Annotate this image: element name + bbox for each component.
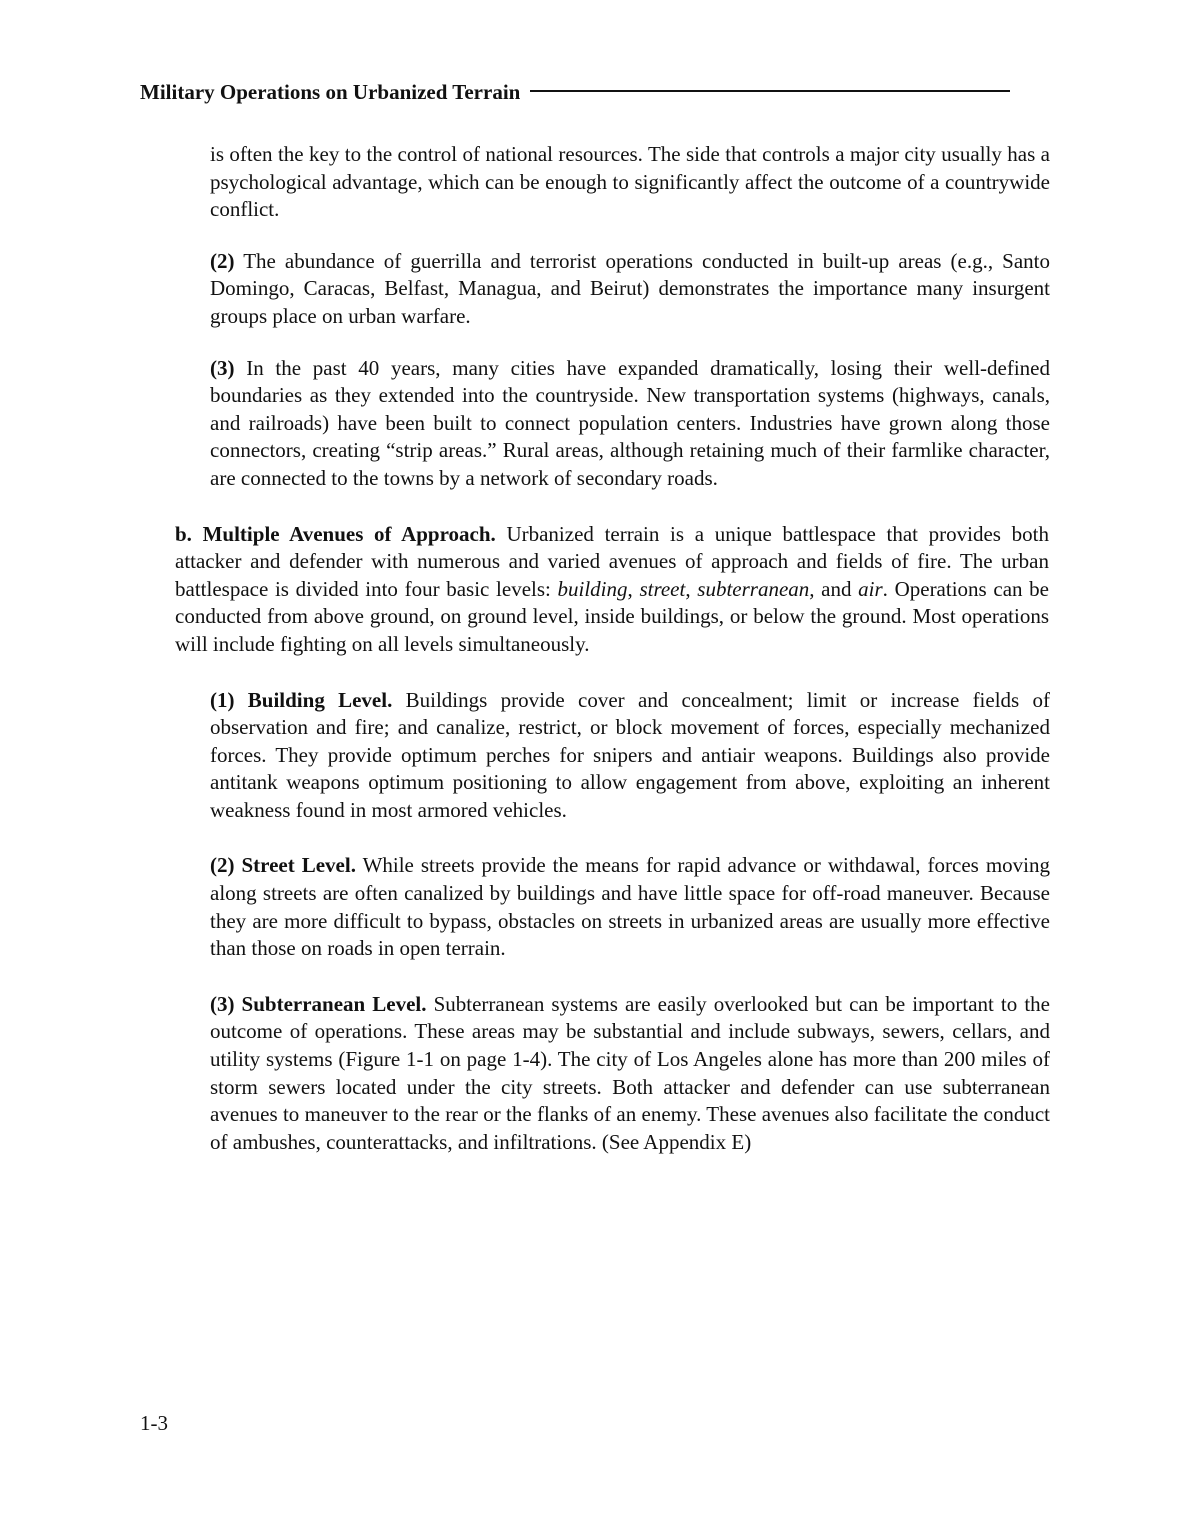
paragraph-street-level bbox=[210, 852, 1050, 962]
running-header bbox=[140, 78, 1010, 106]
paragraph-building-level bbox=[210, 687, 1050, 825]
paragraph-label: (2) bbox=[210, 248, 235, 273]
paragraph-heading: (3) Subterranean Level. bbox=[210, 991, 427, 1016]
level-air: air bbox=[858, 576, 883, 601]
document-title: Military Operations on Urbanized Terrain bbox=[140, 80, 521, 104]
paragraph-heading: (1) Building Level. bbox=[210, 687, 393, 712]
paragraph-text: Buildings provide cover and concealment; limit or increase fields of observation and fire; and canalize, restrict, or block movement of forces, especially mechanized forces. They provide optimum perches for snipers and antiair weapons. Buildings also provide antitank weapons optimum positioning to allow engagement from above, exploiting an inherent weakness found in most armored vehicles. bbox=[210, 687, 1050, 822]
level-subterranean: subterranean, bbox=[697, 576, 815, 601]
paragraph-text: is often the key to the control of national resources. The side that controls a major city usually has a psychological advantage, which can be enough to significantly affect the outcome of a countrywide conflict. bbox=[210, 142, 1050, 222]
separator: , bbox=[685, 576, 698, 601]
paragraph-3-urban-expansion bbox=[210, 355, 1050, 493]
paragraph-text: . Operations can be conducted from above ground, on ground level, inside buildings, or below the ground. Most operations will include fighting on all levels simultaneously. bbox=[175, 576, 1050, 656]
paragraph-2-insurgency bbox=[210, 248, 1050, 331]
level-building: building bbox=[557, 576, 628, 601]
paragraph-label: (3) bbox=[210, 355, 235, 380]
paragraph-heading: b. Multiple Avenues of Approach. bbox=[175, 521, 496, 546]
level-street: street bbox=[639, 576, 686, 601]
paragraph-heading: (2) Street Level. bbox=[210, 853, 356, 878]
page-number: 1-3 bbox=[140, 1411, 168, 1435]
separator: and bbox=[814, 576, 859, 601]
paragraph-text: The abundance of guerrilla and terrorist operations conducted in built-up areas (e.g., Santo Domingo, Caracas, Belfast, Managua, and Beirut) demonstrates the importance many insurgent groups place on urban warfare. bbox=[210, 248, 1050, 328]
separator: , bbox=[627, 576, 640, 601]
body-text bbox=[0, 141, 1190, 1156]
header-rule bbox=[530, 90, 1010, 92]
paragraph-continuation bbox=[210, 141, 1050, 224]
paragraph-text: While streets provide the means for rapid advance or withdawal, forces moving along streets are often canalized by buildings and have little space for off-road maneuver. Because they are more difficult to bypass, obstacles on streets in urbanized areas are usually more effective than those on roads in open terrain. bbox=[210, 853, 1050, 961]
paragraph-b-multiple-avenues bbox=[175, 521, 1049, 659]
paragraph-text: Subterranean systems are easily overlooked but can be important to the outcome of operations. These areas may be substantial and include subways, sewers, cellars, and utility systems (Figure 1-1 on page 1-4). The city of Los Angeles alone has more than 200 miles of storm sewers located under the city streets. Both attacker and defender can use subterranean avenues to maneuver to the rear or the flanks of an enemy. These avenues also facilitate the conduct of ambushes, counterattacks, and infiltrations. (See Appendix E) bbox=[210, 991, 1050, 1154]
paragraph-text: In the past 40 years, many cities have expanded dramatically, losing their well-defined boundaries as they extended into the countryside. New transportation systems (highways, canals, and railroads) have been built to connect population centers. Industries have grown along those connectors, creating “strip areas.” Rural areas, although retaining much of their farmlike character, are connected to the towns by a network of secondary roads. bbox=[210, 355, 1050, 490]
paragraph-text: Urbanized terrain is a unique battlespace that provides both attacker and defender with numerous and varied avenues of approach and fields of fire. The urban battlespace is divided into four basic levels: bbox=[175, 521, 1049, 601]
paragraph-subterranean-level bbox=[210, 991, 1050, 1157]
